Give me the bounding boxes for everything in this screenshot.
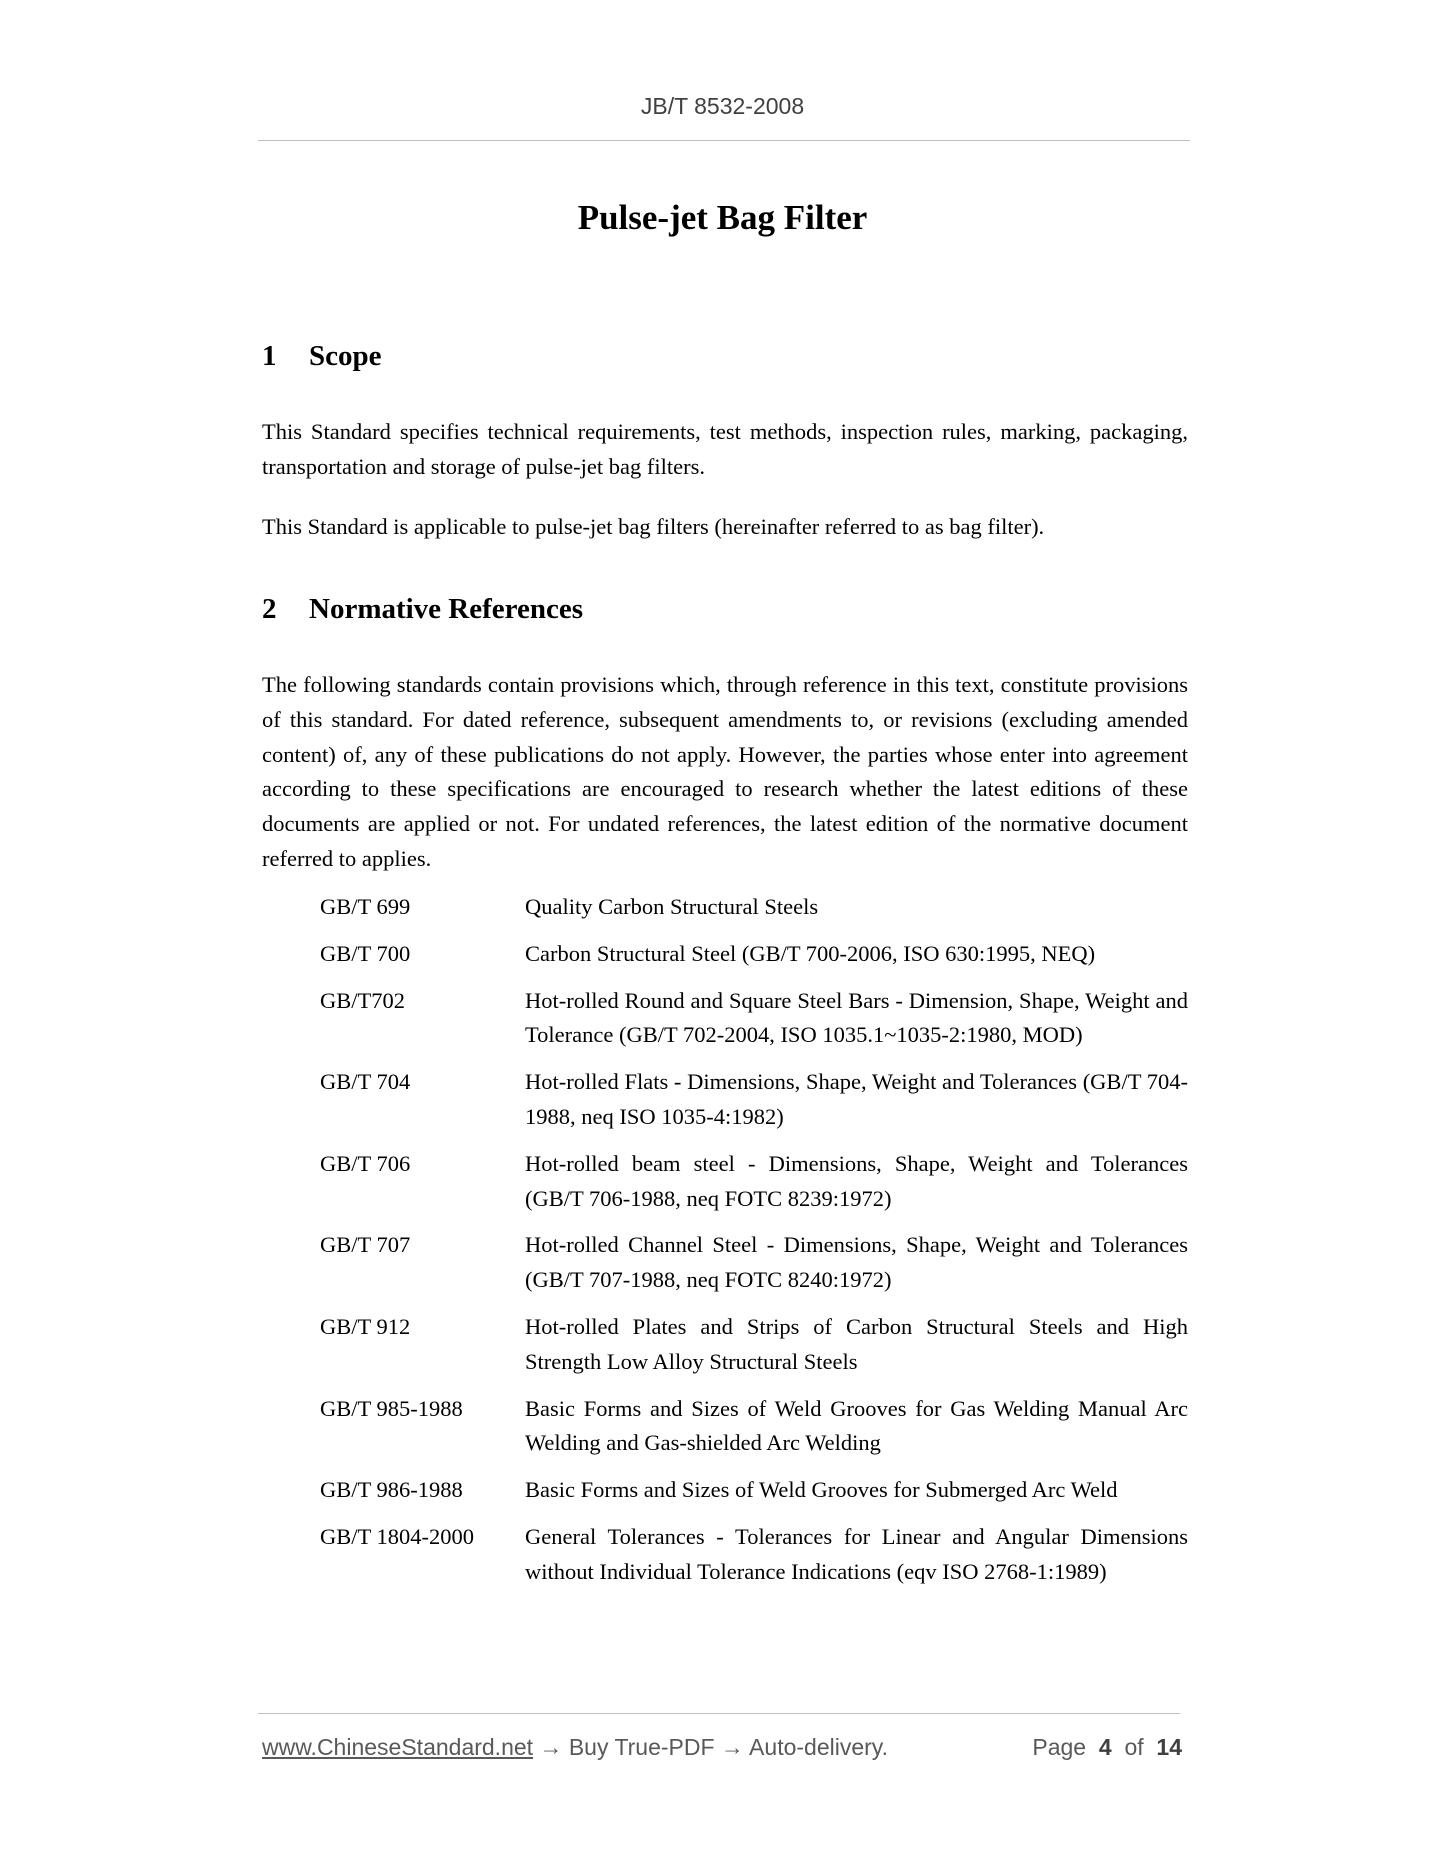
reference-title: General Tolerances - Tolerances for Linear and Angular Dimensions without Individual Tolerance Indications (eqv ISO 2768-1:1989)	[525, 1523, 1188, 1584]
page-footer	[262, 1732, 1182, 1762]
reference-item	[320, 984, 1188, 1054]
section-title: Normative References	[309, 593, 584, 625]
reference-code: GB/T702	[320, 987, 406, 1013]
section-number: 2	[262, 593, 277, 625]
reference-code: GB/T 707	[320, 1232, 411, 1258]
reference-title: Hot-rolled Plates and Strips of Carbon Structural Steels and High Strength Low Alloy Structural Steels	[525, 1313, 1188, 1374]
reference-title: Carbon Structural Steel (GB/T 700-2006, ISO 630:1995, NEQ)	[525, 940, 1096, 966]
reference-code: GB/T 985-1988	[320, 1395, 463, 1421]
scope-paragraph-1: This Standard specifies technical requirements, test methods, inspection rules, marking, packaging, transportation and storage of pulse-jet bag filters.	[262, 419, 1188, 479]
footer-promo-text: → Buy True-PDF → Auto-delivery.	[533, 1734, 888, 1760]
website-link[interactable]: www.ChineseStandard.net	[262, 1734, 534, 1760]
reference-code: GB/T 986-1988	[320, 1477, 463, 1503]
header-standard-code: JB/T 8532-2008	[640, 93, 805, 119]
reference-title: Quality Carbon Structural Steels	[525, 894, 819, 919]
reference-item	[320, 1392, 1188, 1462]
reference-item	[320, 890, 1188, 925]
document-title: Pulse-jet Bag Filter	[577, 198, 868, 237]
section-title: Scope	[309, 340, 382, 372]
reference-item	[320, 1473, 1188, 1508]
reference-title: Basic Forms and Sizes of Weld Grooves for Gas Welding Manual Arc Welding and Gas-shielded Arc Welding	[525, 1395, 1188, 1456]
footer-promo	[262, 1732, 888, 1762]
reference-code: GB/T 912	[320, 1313, 411, 1339]
reference-code: GB/T 706	[320, 1150, 411, 1176]
reference-code: GB/T 704	[320, 1069, 411, 1095]
reference-code: GB/T 700	[320, 940, 411, 966]
reference-item	[320, 1310, 1188, 1380]
reference-title: Hot-rolled beam steel - Dimensions, Shape, Weight and Tolerances (GB/T 706-1988, neq FOTC 8239:1972)	[525, 1150, 1188, 1211]
reference-title: Basic Forms and Sizes of Weld Grooves for Submerged Arc Weld	[525, 1477, 1118, 1503]
reference-list	[320, 890, 1188, 1602]
reference-title: Hot-rolled Flats - Dimensions, Shape, Weight and Tolerances (GB/T 704-1988, neq ISO 1035-4:1982)	[525, 1069, 1188, 1129]
total-pages: 14	[1156, 1734, 1182, 1760]
reference-item	[320, 1228, 1188, 1298]
reference-item	[320, 937, 1188, 972]
section-number: 1	[262, 340, 277, 372]
current-page-number: 4	[1098, 1734, 1112, 1760]
reference-code: GB/T 1804-2000	[320, 1523, 474, 1549]
reference-code: GB/T 699	[320, 894, 411, 919]
footer-divider	[258, 1713, 1180, 1714]
scope-paragraph-2: This Standard is applicable to pulse-jet bag filters (hereinafter referred to as bag filter).	[262, 514, 1045, 539]
page-indicator	[1032, 1732, 1182, 1762]
normative-references-paragraph: The following standards contain provisions which, through reference in this text, constitute provisions of this standard. For dated reference, subsequent amendments to, or revisions (excluding amended content) of, any of these publications do not apply. However, the parties whose enter into agreement according to these specifications are encouraged to research whether the latest editions of these documents are applied or not. For undated references, the latest edition of the normative document referred to applies.	[262, 672, 1188, 871]
reference-title: Hot-rolled Round and Square Steel Bars - Dimension, Shape, Weight and Tolerance (GB/T 702-2004, ISO 1035.1~1035-2:1980, MOD)	[525, 987, 1188, 1048]
reference-item	[320, 1147, 1188, 1217]
page-label: Page	[1032, 1734, 1087, 1760]
section-heading-normative-references	[262, 591, 583, 627]
reference-item	[320, 1065, 1188, 1135]
reference-title: Hot-rolled Channel Steel - Dimensions, Shape, Weight and Tolerances (GB/T 707-1988, neq FOTC 8240:1972)	[525, 1232, 1188, 1293]
page-of-label: of	[1124, 1734, 1144, 1760]
section-heading-scope	[262, 338, 382, 374]
reference-item	[320, 1520, 1188, 1590]
header-divider	[258, 140, 1190, 141]
